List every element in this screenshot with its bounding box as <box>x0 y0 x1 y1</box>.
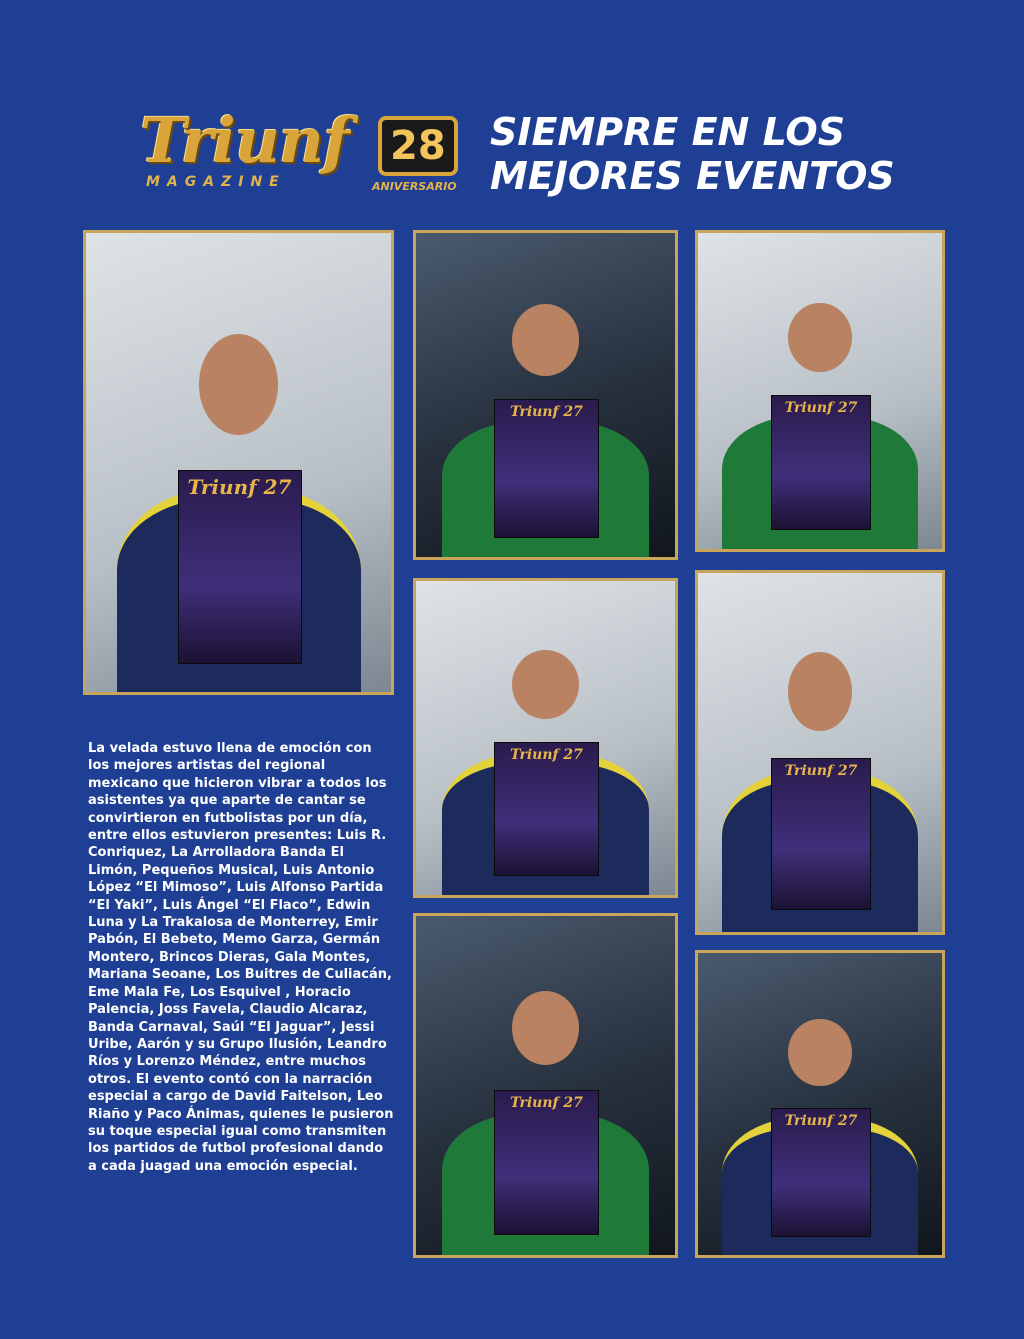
event-photo <box>695 570 945 935</box>
magazine-cover: Triunf 27 <box>771 758 871 911</box>
logo-anniversary-label: ANIVERSARIO <box>372 180 457 193</box>
article-body: La velada estuvo llena de emoción con los mejores artistas del regional mexicano que hicieron vibrar a todos los asistentes ya que aparte de cantar se convirtieron en futbolistas por un día, entre ellos estuvieron presentes: Luis R. Conriquez, La Arrolladora Banda El Limón, Pequeños Musical, Luis Antonio López “El Mimoso”, Luis Alfonso Partida “El Yaki”, Luis Ángel “El Flaco”, Edwin Luna y La Trakalosa de Monterrey, Emir Pabón, El Bebeto, Memo Garza, Germán Montero, Brincos Dieras, Gala Montes, Mariana Seoane, Los Buitres de Culiacán, Eme Mala Fe, Los Esquivel , Horacio Palencia, Joss Favela, Claudio Alcaraz, Banda Carnaval, Saúl “El Jaguar”, Jessi Uribe, Aarón y su Grupo Ilusión, Leandro Ríos y Lorenzo Méndez, entre muchos otros. El evento contó con la narración especial a cargo de David Faitelson, Leo Riaño y Paco Ánimas, quienes le pusieron su toque especial igual como transmiten los partidos de futbol profesional dando a cada juagad una emoción especial. <box>88 741 394 1174</box>
triunfo-logo <box>140 104 470 200</box>
logo-magazine-label: MAGAZINE <box>146 174 286 190</box>
logo-wordmark: Triunf <box>140 104 349 177</box>
magazine-cover: Triunf 27 <box>771 395 871 530</box>
event-photo <box>695 950 945 1258</box>
event-photo <box>413 913 678 1258</box>
event-photo <box>83 230 394 695</box>
event-photo <box>413 578 678 898</box>
logo-anniversary-number: 28 <box>378 116 458 176</box>
magazine-cover: Triunf 27 <box>494 742 600 876</box>
magazine-cover: Triunf 27 <box>494 1090 600 1234</box>
magazine-cover: Triunf 27 <box>494 399 600 537</box>
magazine-cover: Triunf 27 <box>178 470 302 665</box>
event-photo <box>413 230 678 560</box>
page-headline: SIEMPRE EN LOS MEJORES EVENTOS <box>490 110 895 198</box>
event-photo <box>695 230 945 552</box>
magazine-cover: Triunf 27 <box>771 1108 871 1237</box>
